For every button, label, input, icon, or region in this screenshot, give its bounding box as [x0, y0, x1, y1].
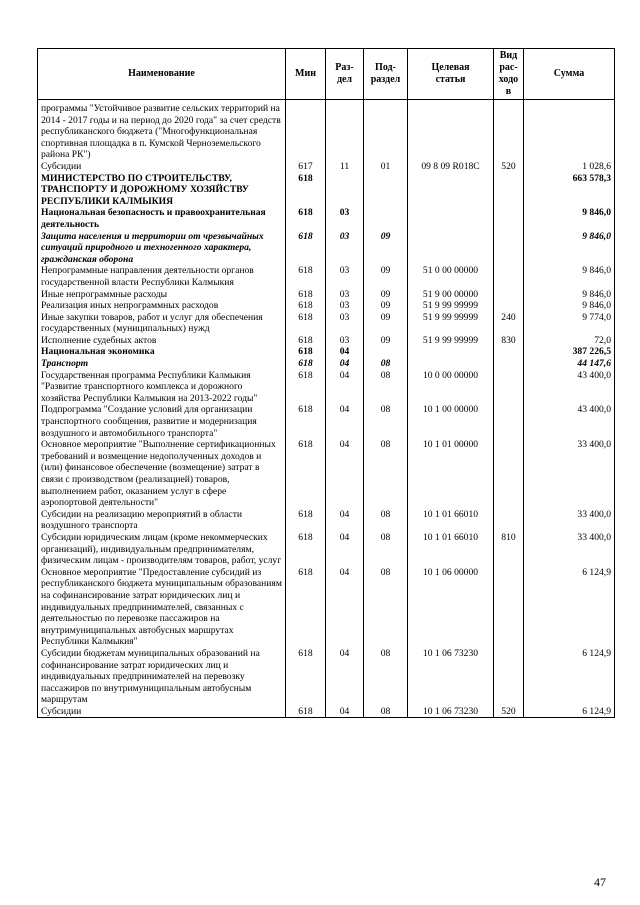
cell-min: 618 — [286, 207, 326, 230]
cell-razdel: 04 — [326, 439, 364, 509]
cell-vid — [494, 289, 524, 301]
cell-summa: 663 578,3 — [524, 173, 615, 208]
cell-vid: 810 — [494, 532, 524, 567]
cell-vid: 830 — [494, 335, 524, 347]
cell-vid — [494, 173, 524, 208]
cell-celevaya: 09 8 09 R018C — [408, 161, 494, 173]
cell-podrazdel: 08 — [364, 648, 408, 706]
cell-podrazdel: 09 — [364, 289, 408, 301]
table-row — [38, 567, 615, 648]
cell-name: Субсидии на реализацию мероприятий в области воздушного транспорта — [38, 509, 286, 532]
cell-name: Основное мероприятие "Выполнение сертификационных требований и возмещение недополученных доходов и (или) финансовое обеспечение (возмещение) затрат в связи с производством (реализацией) товаров, выполнением работ, оказанием услуг в сфере аэропортовой деятельности" — [38, 439, 286, 509]
cell-vid: 520 — [494, 161, 524, 173]
page-number: 47 — [594, 875, 606, 889]
cell-podrazdel — [364, 207, 408, 230]
cell-summa: 43 400,0 — [524, 370, 615, 405]
cell-min: 618 — [286, 509, 326, 532]
cell-summa: 33 400,0 — [524, 532, 615, 567]
cell-podrazdel: 08 — [364, 509, 408, 532]
cell-name: Субсидии — [38, 161, 286, 173]
cell-min: 618 — [286, 567, 326, 648]
table-row — [38, 358, 615, 370]
budget-table — [37, 48, 615, 718]
cell-summa: 1 028,6 — [524, 161, 615, 173]
cell-min: 618 — [286, 335, 326, 347]
cell-name: Исполнение судебных актов — [38, 335, 286, 347]
table-row — [38, 370, 615, 405]
cell-razdel: 04 — [326, 346, 364, 358]
cell-vid: 520 — [494, 706, 524, 718]
cell-vid — [494, 231, 524, 266]
cell-min: 618 — [286, 265, 326, 288]
cell-celevaya — [408, 231, 494, 266]
cell-razdel: 03 — [326, 207, 364, 230]
cell-razdel: 03 — [326, 289, 364, 301]
cell-celevaya: 10 1 01 66010 — [408, 532, 494, 567]
cell-razdel: 03 — [326, 265, 364, 288]
cell-vid — [494, 100, 524, 161]
cell-podrazdel: 08 — [364, 370, 408, 405]
cell-name: Подпрограмма "Создание условий для организации транспортного сообщения, развитие и модернизация воздушного и автомобильного транспорта" — [38, 404, 286, 439]
cell-razdel: 03 — [326, 312, 364, 335]
cell-celevaya — [408, 346, 494, 358]
cell-summa: 43 400,0 — [524, 404, 615, 439]
header-celevaya: Целевая статья — [408, 49, 494, 100]
cell-podrazdel — [364, 100, 408, 161]
table-row — [38, 289, 615, 301]
cell-min: 618 — [286, 300, 326, 312]
cell-name: Иные непрограммные расходы — [38, 289, 286, 301]
table-header — [38, 49, 615, 100]
cell-summa: 9 846,0 — [524, 265, 615, 288]
cell-razdel: 03 — [326, 231, 364, 266]
cell-name: Реализация иных непрограммных расходов — [38, 300, 286, 312]
cell-summa: 6 124,9 — [524, 567, 615, 648]
cell-podrazdel: 09 — [364, 312, 408, 335]
cell-celevaya: 10 1 01 66010 — [408, 509, 494, 532]
table-row — [38, 335, 615, 347]
cell-name: Национальная экономика — [38, 346, 286, 358]
cell-podrazdel: 08 — [364, 532, 408, 567]
table-row — [38, 173, 615, 208]
cell-razdel — [326, 100, 364, 161]
cell-vid — [494, 300, 524, 312]
cell-podrazdel: 09 — [364, 300, 408, 312]
cell-min: 618 — [286, 289, 326, 301]
cell-celevaya: 10 1 06 73230 — [408, 706, 494, 718]
cell-summa: 9 846,0 — [524, 300, 615, 312]
cell-vid — [494, 358, 524, 370]
cell-podrazdel: 08 — [364, 706, 408, 718]
table-row — [38, 706, 615, 718]
table-row — [38, 207, 615, 230]
cell-vid — [494, 207, 524, 230]
cell-podrazdel: 01 — [364, 161, 408, 173]
cell-celevaya: 10 1 06 73230 — [408, 648, 494, 706]
cell-celevaya: 51 9 00 00000 — [408, 289, 494, 301]
cell-name: Субсидии бюджетам муниципальных образований на софинансирование затрат юридических лиц и индивидуальных предпринимателей на перевозку пассажиров по внутримуниципальным автобусным маршрутам — [38, 648, 286, 706]
header-name: Наименование — [38, 49, 286, 100]
cell-summa: 44 147,6 — [524, 358, 615, 370]
table-row — [38, 439, 615, 509]
cell-summa: 72,0 — [524, 335, 615, 347]
cell-summa — [524, 100, 615, 161]
cell-vid — [494, 439, 524, 509]
cell-min: 618 — [286, 231, 326, 266]
cell-min: 617 — [286, 161, 326, 173]
cell-razdel: 04 — [326, 358, 364, 370]
cell-razdel: 04 — [326, 706, 364, 718]
table-row — [38, 346, 615, 358]
cell-min: 618 — [286, 404, 326, 439]
cell-min: 618 — [286, 312, 326, 335]
cell-podrazdel: 08 — [364, 358, 408, 370]
cell-podrazdel — [364, 346, 408, 358]
cell-name: Государственная программа Республики Калмыкия "Развитие транспортного комплекса и дорожного хозяйства Республики Калмыкия на 2013-2022 годы" — [38, 370, 286, 405]
header-razdel: Раз- дел — [326, 49, 364, 100]
table-row — [38, 265, 615, 288]
cell-podrazdel: 09 — [364, 231, 408, 266]
table-row — [38, 312, 615, 335]
budget-document — [37, 48, 614, 718]
cell-vid — [494, 567, 524, 648]
cell-celevaya — [408, 358, 494, 370]
table-row — [38, 404, 615, 439]
cell-vid — [494, 509, 524, 532]
cell-min: 618 — [286, 346, 326, 358]
cell-podrazdel: 09 — [364, 265, 408, 288]
header-min: Мин — [286, 49, 326, 100]
cell-vid — [494, 265, 524, 288]
cell-vid — [494, 404, 524, 439]
table-row — [38, 100, 615, 161]
cell-razdel: 04 — [326, 509, 364, 532]
cell-name: Транспорт — [38, 358, 286, 370]
cell-razdel: 04 — [326, 532, 364, 567]
cell-celevaya — [408, 207, 494, 230]
cell-summa: 9 774,0 — [524, 312, 615, 335]
cell-min: 618 — [286, 439, 326, 509]
cell-min: 618 — [286, 173, 326, 208]
cell-podrazdel — [364, 173, 408, 208]
cell-min: 618 — [286, 706, 326, 718]
cell-podrazdel: 08 — [364, 439, 408, 509]
cell-vid: 240 — [494, 312, 524, 335]
cell-vid — [494, 648, 524, 706]
cell-celevaya: 51 0 00 00000 — [408, 265, 494, 288]
table-row — [38, 161, 615, 173]
cell-razdel: 04 — [326, 648, 364, 706]
cell-celevaya: 51 9 99 99999 — [408, 312, 494, 335]
header-vid: Вид рас- ходо в — [494, 49, 524, 100]
cell-razdel: 04 — [326, 370, 364, 405]
cell-name: Национальная безопасность и правоохранительная деятельность — [38, 207, 286, 230]
cell-name: Основное мероприятие "Предоставление субсидий из республиканского бюджета муниципальным образованиям на софинансирование затрат юридических лиц и индивидуальных предпринимателей, связанных с деятельностью по перевозке пассажиров на внутримуниципальных автобусных маршрутах Республики Калмыкия" — [38, 567, 286, 648]
cell-name: программы "Устойчивое развитие сельских территорий на 2014 - 2017 годы и на период до 2020 года" за счет средств республиканского бюджета ("Многофункциональная спортивная площадка в п. Кумской Черноземельского района РК") — [38, 100, 286, 161]
cell-min: 618 — [286, 532, 326, 567]
cell-name: МИНИСТЕРСТВО ПО СТРОИТЕЛЬСТВУ, ТРАНСПОРТУ И ДОРОЖНОМУ ХОЗЯЙСТВУ РЕСПУБЛИКИ КАЛМЫКИЯ — [38, 173, 286, 208]
cell-name: Субсидии — [38, 706, 286, 718]
cell-summa: 387 226,5 — [524, 346, 615, 358]
cell-razdel: 11 — [326, 161, 364, 173]
cell-summa: 6 124,9 — [524, 648, 615, 706]
cell-celevaya: 10 0 00 00000 — [408, 370, 494, 405]
cell-podrazdel: 08 — [364, 404, 408, 439]
cell-razdel: 03 — [326, 300, 364, 312]
cell-summa: 9 846,0 — [524, 207, 615, 230]
cell-celevaya: 10 1 00 00000 — [408, 404, 494, 439]
header-podrazdel: Под- раздел — [364, 49, 408, 100]
cell-vid — [494, 370, 524, 405]
table-row — [38, 509, 615, 532]
cell-razdel: 03 — [326, 335, 364, 347]
cell-min: 618 — [286, 648, 326, 706]
cell-vid — [494, 346, 524, 358]
cell-celevaya: 51 9 99 99999 — [408, 300, 494, 312]
cell-name: Иные закупки товаров, работ и услуг для обеспечения государственных (муниципальных) нужд — [38, 312, 286, 335]
cell-name: Субсидии юридическим лицам (кроме некоммерческих организаций), индивидуальным предпринимателям, физическим лицам - производителям товаров, работ, услуг — [38, 532, 286, 567]
cell-celevaya — [408, 173, 494, 208]
cell-podrazdel: 08 — [364, 567, 408, 648]
cell-name: Непрограммные направления деятельности органов государственной власти Республики Калмыкия — [38, 265, 286, 288]
cell-summa: 9 846,0 — [524, 289, 615, 301]
cell-razdel: 04 — [326, 567, 364, 648]
cell-summa: 33 400,0 — [524, 509, 615, 532]
table-row — [38, 532, 615, 567]
table-row — [38, 231, 615, 266]
cell-min — [286, 100, 326, 161]
cell-celevaya: 10 1 06 00000 — [408, 567, 494, 648]
header-summa: Сумма — [524, 49, 615, 100]
cell-summa: 6 124,9 — [524, 706, 615, 718]
table-row — [38, 648, 615, 706]
cell-min: 618 — [286, 358, 326, 370]
table-body — [38, 100, 615, 718]
cell-celevaya: 10 1 01 00000 — [408, 439, 494, 509]
cell-celevaya: 51 9 99 99999 — [408, 335, 494, 347]
table-row — [38, 300, 615, 312]
cell-min: 618 — [286, 370, 326, 405]
cell-celevaya — [408, 100, 494, 161]
cell-summa: 33 400,0 — [524, 439, 615, 509]
cell-podrazdel: 09 — [364, 335, 408, 347]
cell-summa: 9 846,0 — [524, 231, 615, 266]
cell-razdel: 04 — [326, 404, 364, 439]
cell-razdel — [326, 173, 364, 208]
cell-name: Защита населения и территории от чрезвычайных ситуаций природного и техногенного характера, гражданская оборона — [38, 231, 286, 266]
